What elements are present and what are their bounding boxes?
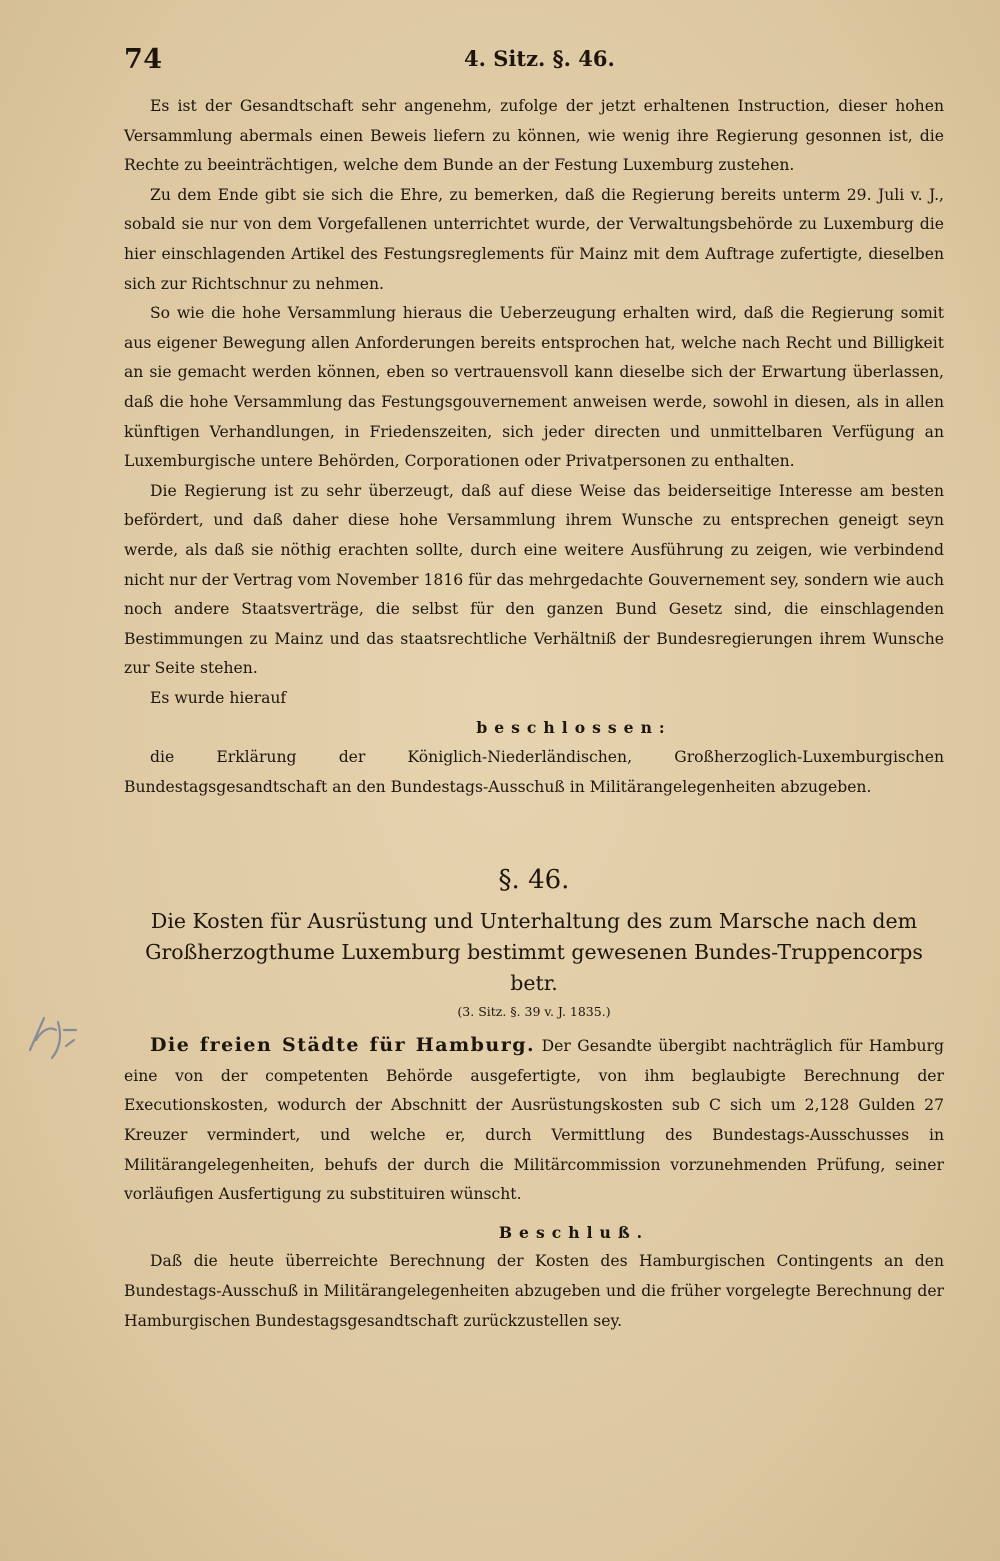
resolution-intro: Es wurde hierauf: [150, 688, 287, 707]
handwritten-margin-mark: [22, 1000, 82, 1070]
section-paragraph: [124, 1031, 944, 1210]
decision-heading: Beschluß.: [498, 1222, 650, 1242]
section-paragraph-text: Der Gesandte übergibt nachträglich für Hamburg eine von der competenten Behörde ausgefertigte, von ihm beglaubigte Berechnung der Executionskosten, wodurch der Abschnitt der Ausrüstungskosten sub C sich um 2,128 Gulden 27 Kreuzer vermindert, und welche er, durch Vermittlung des Bundestags-Ausschusses in Militärangelegenheiten, behufs der durch die Militärcommission vorzunehmenden Prüfung, seiner vorläufigen Ausfertigung zu substituiren wünscht.: [124, 1037, 944, 1204]
body-paragraph: Zu dem Ende gibt sie sich die Ehre, zu bemerken, daß die Regierung bereits unterm 29. Juli v. J., sobald sie nur von dem Vorgefallenen unterrichtet wurde, der Verwaltungsbehörde zu Luxemburg die hier einschlagenden Artikel des Festungsreglements für Mainz mit dem Auftrage zufertigte, dieselben sich zur Richtschnur zu nehmen.: [124, 185, 944, 293]
page-header: [124, 44, 944, 84]
body-paragraph: Die Regierung ist zu sehr überzeugt, daß auf diese Weise das beiderseitige Interesse am besten befördert, und daß daher diese hohe Versammlung ihrem Wunsche zu entsprechen geneigt seyn werde, als daß sie nöthig erachten sollte, durch eine weitere Ausführung zu zeigen, wie verbindend nicht nur der Vertrag vom November 1816 für das mehrgedachte Gouvernement sey, sondern wie auch noch andere Staatsverträge, die selbst für den ganzen Bund Gesetz sind, die einschlagenden Bestimmungen zu Mainz und das staatsrechtliche Verhältniß der Bundesregierungen ihrem Wunsche zur Seite stehen.: [124, 481, 944, 678]
page-number: 74: [124, 44, 163, 75]
section-reference: (3. Sitz. §. 39 v. J. 1835.): [457, 1004, 611, 1020]
body-paragraph: Es ist der Gesandtschaft sehr angenehm, zufolge der jetzt erhaltenen Instruction, dieser hohen Versammlung abermals einen Beweis liefern zu können, wie wenig ihre Regierung gesonnen ist, die Rechte zu beeinträchtigen, welche dem Bunde an der Festung Luxemburg zustehen.: [124, 97, 944, 175]
resolution-heading: beschlossen:: [476, 718, 672, 738]
section-number: §. 46.: [498, 865, 570, 896]
page-body: [124, 92, 944, 1336]
section-title: Die Kosten für Ausrüstung und Unterhaltung des zum Marsche nach dem Großherzogthume Luxemburg bestimmt gewesenen Bundes-Truppencorps betr.: [145, 909, 923, 996]
body-paragraph: So wie die hohe Versammlung hieraus die Ueberzeugung erhalten wird, daß die Regierung somit aus eigener Bewegung allen Anforderungen bereits entsprochen hat, welche nach Recht und Billigkeit an sie gemacht werden können, eben so vertrauensvoll kann dieselbe sich der Erwartung überlassen, daß die hohe Versammlung das Festungsgouvernement anweisen werde, sowohl in diesen, als in allen künftigen Verhandlungen, in Friedenszeiten, sich jeder directen und unmittelbaren Verfügung an Luxemburgische untere Behörden, Corporationen oder Privatpersonen zu enthalten.: [124, 304, 944, 471]
decision-text: Daß die heute überreichte Berechnung der Kosten des Hamburgischen Contingents an den Bundestags-Ausschuß in Militärangelegenheiten abzugeben und die früher vorgelegte Berechnung der Hamburgischen Bundestagsgesandtschaft zurückzustellen sey.: [124, 1252, 944, 1330]
section-lead: Die freien Städte für Hamburg.: [150, 1034, 536, 1057]
running-head: 4. Sitz. §. 46.: [464, 46, 615, 71]
resolution-text: die Erklärung der Königlich-Niederländischen, Großherzoglich-Luxemburgischen Bundestagsgesandtschaft an den Bundestags-Ausschuß in Militärangelegenheiten abzugeben.: [124, 748, 944, 796]
